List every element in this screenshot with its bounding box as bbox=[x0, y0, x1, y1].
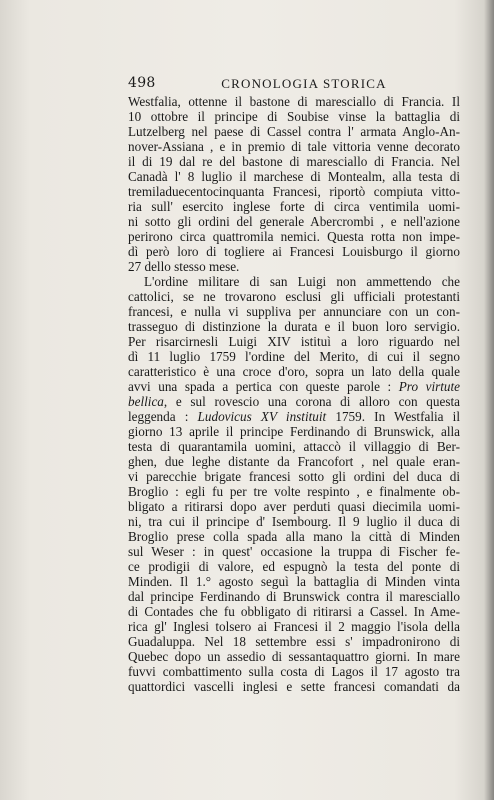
text-line-with-motto bbox=[128, 379, 460, 394]
text-line: 27 dello stesso mese. bbox=[128, 259, 240, 274]
text-line: testa di quarantamila uomini, attaccò il villaggio di Ber- bbox=[128, 439, 460, 454]
text-line: Westfalia, ottenne il bastone di maresciallo di Francia. Il bbox=[128, 94, 460, 109]
text-line: bligato a ritirarsi dopo aver perduti quasi diecimila uomi- bbox=[128, 499, 460, 514]
body-text bbox=[128, 94, 460, 694]
text-line: ni sotto gli ordini del generale Abercrombi , e nell'azione bbox=[128, 214, 460, 229]
text-line: trasseguo di distinzione la durata e il buon loro servigio. bbox=[128, 319, 460, 334]
text-line: dì però loro di togliere ai Francesi Louisburgo il giorno bbox=[128, 244, 460, 259]
text-line: Lutzelberg nel paese di Cassel contra l' armata Anglo-An- bbox=[128, 124, 460, 139]
text-line: dal principe Ferdinando di Brunswick contra il maresciallo bbox=[128, 589, 460, 604]
text-line: ce prodigii di valore, ed espugnò la testa del ponte di bbox=[128, 559, 460, 574]
text-line: dì 11 luglio 1759 l'ordine del Merito, di cui il segno bbox=[128, 349, 460, 364]
text-line: Minden. Il 1.° agosto seguì la battaglia di Minden vinta bbox=[128, 574, 460, 589]
legend-year-westfalia: 1759. In Westfalia il bbox=[326, 409, 460, 424]
paragraph-start-line: L'ordine militare di san Luigi non ammettendo che bbox=[144, 274, 460, 289]
text-line: 10 ottobre il principe di Soubise vinse la battaglia di bbox=[128, 109, 460, 124]
text-line: cattolici, se ne trovarono esclusi gli ufficiali protestanti bbox=[128, 289, 460, 304]
text-line: Guadaluppa. Nel 18 settembre essi s' impadronirono di bbox=[128, 634, 460, 649]
text-line: Canadà l' 8 luglio il marchese di Montealm, alla testa di bbox=[128, 169, 460, 184]
motto-lead-in: avvi una spada a pertica con queste parole : bbox=[128, 379, 392, 394]
legend-ludovicus: Ludovicus XV instituit bbox=[197, 409, 327, 424]
text-line: giorno 13 aprile il principe Ferdinando di Brunswick, alla bbox=[128, 424, 460, 439]
text-line: Broglio : egli fu per tre volte respinto , e finalmente ob- bbox=[128, 484, 460, 499]
text-line: caratteristico è una croce d'oro, sopra un lato della quale bbox=[128, 364, 460, 379]
text-line: nover-Assiana , e in premio di tale vittoria venne decorato bbox=[128, 139, 460, 154]
running-head: CRONOLOGIA STORICA bbox=[221, 76, 387, 91]
text-line-legend bbox=[128, 409, 460, 424]
text-line: ni, tra cui il principe d' Isembourg. Il 9 luglio il duca di bbox=[128, 514, 460, 529]
text-line-bellica bbox=[128, 394, 460, 409]
page-edge-shadow bbox=[484, 0, 494, 800]
text-line: Per risarcirnesli Luigi XIV istituì a loro riguardo nel bbox=[128, 334, 460, 349]
motto-bellica: bellica bbox=[128, 394, 164, 409]
text-line: tremiladuecentocinquanta Francesi, riportò compiuta vitto- bbox=[128, 184, 460, 199]
text-line: ghen, due leghe distante da Francofort , nel quale eran- bbox=[128, 454, 460, 469]
text-line: vi parecchie brigate francesi sotto gli ordini del duca di bbox=[128, 469, 460, 484]
text-line: il di 19 dal re del bastone di maresciallo di Francia. Nel bbox=[128, 154, 460, 169]
text-line: quattordici vascelli inglesi e sette francesi comandati da bbox=[128, 679, 460, 694]
page-number: 498 bbox=[128, 75, 156, 91]
motto-pro-virtute: Pro virtute bbox=[398, 379, 461, 394]
text-line: francesi, e nulla vi suppliva per annunciare con un con- bbox=[128, 304, 460, 319]
text-line: fuvvi combattimento sulla costa di Lagos il 17 agosto tra bbox=[128, 664, 460, 679]
legend-lead-in: leggenda : bbox=[128, 409, 189, 424]
text-line: perirono circa quattromila nemici. Questa rotta non impe- bbox=[128, 229, 460, 244]
text-line: sul Weser : in quest' occasione la truppa di Fischer fe- bbox=[128, 544, 460, 559]
text-line: Quebec dopo un assedio di sessantaquattro giorni. In mare bbox=[128, 649, 460, 664]
text-line: di Contades che fu obbligato di ritirarsi a Cassel. In Ame- bbox=[128, 604, 460, 619]
text-line: ria sull' esercito inglese forte di circa ventimila uomi- bbox=[128, 199, 460, 214]
text-line: rica gl' Inglesi tolsero ai Francesi il 2 maggio l'isola della bbox=[128, 619, 460, 634]
text-line: Broglio prese colla spada alla mano la città di Minden bbox=[128, 529, 460, 544]
reverse-description: , e sul rovescio una corona di alloro con questa bbox=[163, 394, 460, 409]
page-header bbox=[128, 75, 460, 95]
